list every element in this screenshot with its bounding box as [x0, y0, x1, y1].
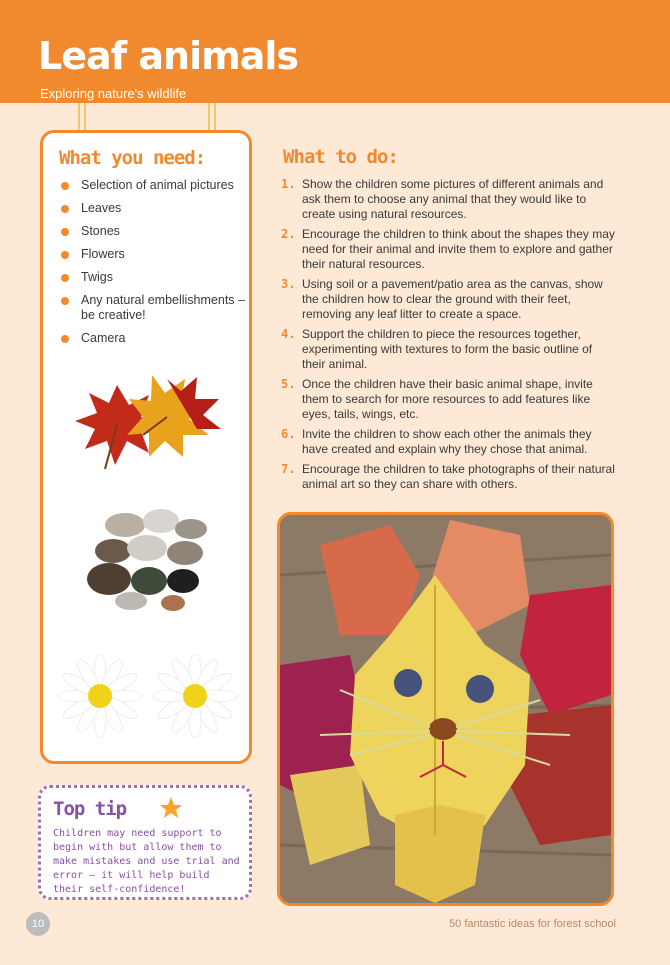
page-number: 10: [26, 912, 50, 936]
list-item: Camera: [59, 331, 249, 346]
step-item: 3. Using soil or a pavement/patio area as the canvas, show the children how to clear the ground with their feet, removing any leaf litter to create a space.: [281, 277, 603, 321]
autumn-leaves-image: [57, 365, 227, 475]
steps-list: [281, 177, 617, 497]
list-item: Selection of animal pictures: [59, 178, 249, 193]
book-title: 50 fantastic ideas for forest school: [449, 918, 616, 930]
materials-list: [59, 178, 249, 354]
bullet-icon: [61, 182, 69, 190]
what-you-need-heading: What you need:: [59, 147, 206, 169]
what-to-do-heading: What to do:: [283, 146, 398, 168]
panel-hanger-right: [208, 103, 216, 131]
top-tip-title: Top tip: [53, 798, 127, 820]
step-item: 1. Show the children some pictures of different animals and ask them to choose any animal that they would like to create using natural resources.: [281, 177, 604, 221]
list-item: Flowers: [59, 247, 249, 262]
bullet-icon: [61, 205, 69, 213]
top-tip-text: Children may need support to begin with but allow them to make mistakes and use trial and error – it will help build their self-confidence!: [53, 828, 240, 895]
page-title: Leaf animals: [38, 34, 298, 78]
bullet-icon: [61, 228, 69, 236]
list-item: Stones: [59, 224, 249, 239]
step-item: 2. Encourage the children to think about the shapes they may need for their animal and invite them to explore and gather their natural resources.: [281, 227, 615, 271]
leaf-cat-image: [280, 515, 611, 903]
star-icon: [159, 796, 183, 820]
top-tip-box: [38, 785, 252, 900]
page-header: [0, 0, 670, 103]
list-item: Any natural embellishments – be creative!: [59, 293, 249, 323]
stones-image: [83, 493, 223, 618]
panel-hanger-left: [78, 103, 86, 131]
list-item: Leaves: [59, 201, 249, 216]
step-item: 5. Once the children have their basic animal shape, invite them to search for more resources to add features like eyes, tails, wings, etc.: [281, 377, 593, 421]
page-subtitle: Exploring nature's wildlife: [40, 86, 187, 101]
list-item: Twigs: [59, 270, 249, 285]
bullet-icon: [61, 335, 69, 343]
step-item: 6. Invite the children to show each other the animals they have created and explain why they chose that animal.: [281, 427, 592, 456]
step-item: 4. Support the children to piece the resources together, experimenting with textures to form the basic outline of their animal.: [281, 327, 593, 371]
bullet-icon: [61, 251, 69, 259]
what-you-need-panel: [40, 130, 252, 764]
daisies-image: [55, 651, 245, 741]
bullet-icon: [61, 297, 69, 305]
bullet-icon: [61, 274, 69, 282]
leaf-animal-photo: [277, 512, 614, 906]
step-item: 7. Encourage the children to take photographs of their natural animal art so they can share with others.: [281, 462, 615, 491]
